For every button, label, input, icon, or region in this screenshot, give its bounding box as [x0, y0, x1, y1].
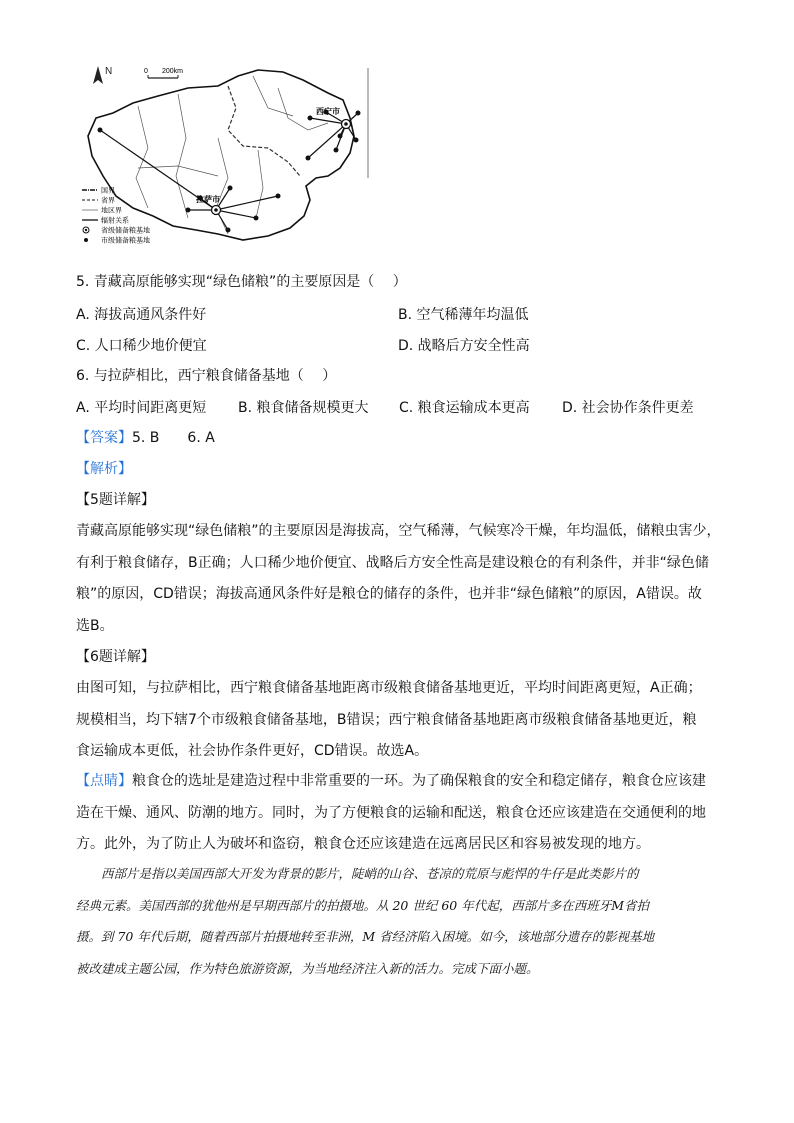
- q5-option-b: B. 空气稀薄年均温低: [398, 307, 529, 323]
- q6-stem: 6. 与拉萨相比，西宁粮食储备基地（ ）: [76, 368, 337, 384]
- answer-line: [76, 428, 215, 448]
- svg-text:0: 0: [144, 68, 148, 75]
- q5-option-c: C. 人口稀少地价便宜: [76, 338, 207, 354]
- q5-option-d: D. 战略后方安全性高: [398, 338, 530, 354]
- qinghai-tibet-map: [78, 58, 378, 258]
- svg-text:地区界: 地区界: [101, 206, 122, 215]
- reading-passage: 西部片是指以美国西部大开发为背景的影片，陡峭的山谷、苍凉的荒原与彪悍的牛仔是此类影片的 经典元素。美国西部的犹他州是早期西部片的拍摄地。从 20 世纪 60 年代起，西部片多在西班牙M省拍 摄。到 70 年代后期，随着西部片拍摄地转至非洲，M 省经济陷入困境。如今，该地部分遗存的影视基地 被改建成主题公园，作为特色旅游资源，为当地经济注入新的活力。完成下面小题。: [76, 866, 655, 976]
- q6-option-b: B. 粮食储备规模更大: [238, 400, 369, 416]
- tip-tag: 【点睛】: [76, 773, 132, 789]
- xining-label: 西宁市: [316, 107, 340, 116]
- q6-detail-body: 由图可知，与拉萨相比，西宁粮食储备基地距离市级粮食储备基地更近，平均时间距离更短，A正确； 规模相当，均下辖7个市级粮食储备基地，B错误；西宁粮食储备基地距离市级粮食储备基地更近，粮 食运输成本更低，社会协作条件更好，CD错误。故选A。: [76, 680, 702, 759]
- q6-detail-tag: 【6题详解】: [76, 649, 155, 665]
- q5-stem: 5. 青藏高原能够实现“绿色储粮”的主要原因是（ ）: [76, 274, 407, 290]
- lhasa-label: 拉萨市: [196, 195, 220, 204]
- q6-option-d: D. 社会协作条件更差: [562, 400, 694, 416]
- q6-option-a: A. 平均时间距离更短: [76, 400, 207, 416]
- region-boundary: [88, 70, 354, 240]
- map-legend: [82, 186, 150, 245]
- analysis-tag: 【解析】: [76, 461, 132, 477]
- scale-bar: [144, 68, 183, 78]
- tip-body: 【点睛】粮食仓的选址是建造过程中非常重要的一环。为了确保粮食的安全和稳定储存，粮食仓应该建 造在干燥、通风、防潮的地方。同时，为了方便粮食的运输和配送，粮食仓还应该建造在交通便利的地 方。此外，为了防止人为破坏和盗窃，粮食仓还应该建造在远离居民区和容易被发现的地方。: [76, 773, 706, 852]
- north-label: N: [105, 66, 113, 77]
- svg-text:市级储备粮基地: 市级储备粮基地: [101, 236, 150, 245]
- answer-value: 5. B 6. A: [132, 430, 215, 446]
- svg-text:省级储备粮基地: 省级储备粮基地: [101, 226, 150, 235]
- q6-option-c: C. 粮食运输成本更高: [399, 400, 530, 416]
- answer-tag: 【答案】: [76, 430, 132, 446]
- province-base-icon: [212, 120, 351, 215]
- svg-text:200km: 200km: [162, 68, 184, 75]
- q5-detail-tag: 【5题详解】: [76, 492, 155, 508]
- q5-detail-body: 青藏高原能够实现“绿色储粮”的主要原因是海拔高，空气稀薄，气候寒冷干燥，年均温低，储粮虫害少， 有利于粮食储存，B正确；人口稀少地价便宜、战略后方安全性高是建设粮仓的有利条件，并非“绿色储 粮”的原因，CD错误；海拔高通风条件好是粮仓的储存的条件，也并非“绿色储粮”的原因，A错误。故 选B。: [76, 523, 721, 634]
- svg-text:省界: 省界: [101, 196, 115, 205]
- north-arrow-icon: [93, 66, 112, 84]
- q5-option-a: A. 海拔高通风条件好: [76, 307, 207, 323]
- svg-text:辐射关系: 辐射关系: [101, 216, 129, 225]
- lhasa-radiation: [100, 130, 278, 230]
- svg-text:国界: 国界: [101, 186, 115, 195]
